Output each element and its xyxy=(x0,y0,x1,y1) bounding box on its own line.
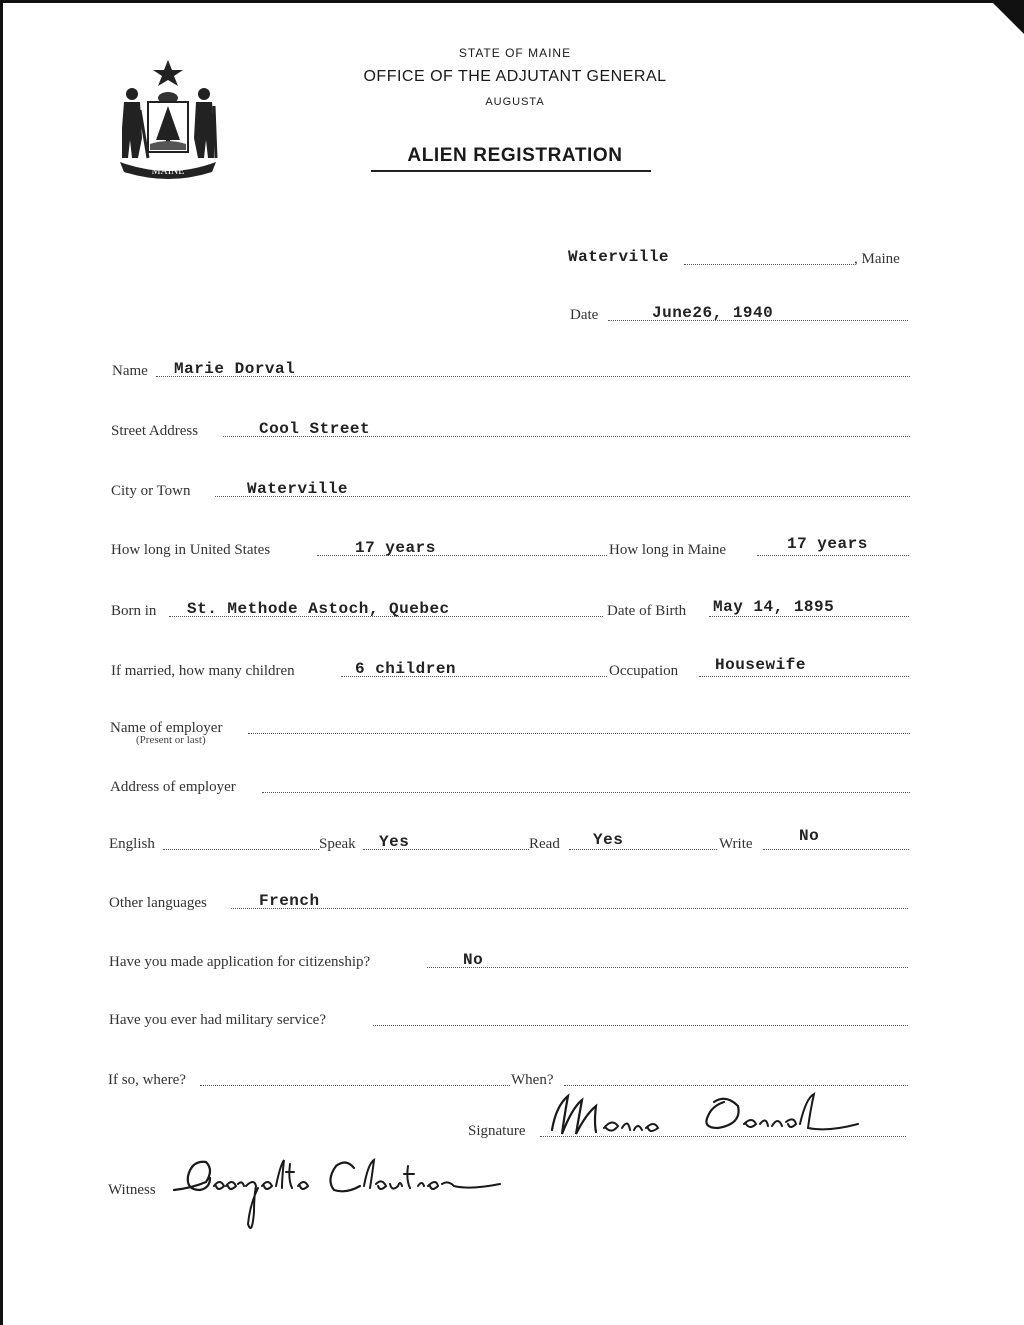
service-details-row xyxy=(108,1065,908,1089)
street-address-value: Cool Street xyxy=(259,420,371,438)
children-label: If married, how many children xyxy=(111,663,295,679)
speak-label: Speak xyxy=(319,836,356,852)
write-value: No xyxy=(799,827,820,845)
header-state: STATE OF MAINE xyxy=(458,46,572,60)
occupation-dots xyxy=(699,676,909,677)
citizenship-label: Have you made application for citizenship? xyxy=(109,954,371,970)
title-underline xyxy=(371,170,651,172)
languages-row xyxy=(109,888,908,912)
english-row xyxy=(109,829,910,853)
occupation-label: Occupation xyxy=(609,663,679,679)
read-label: Read xyxy=(529,836,560,852)
name-label: Name xyxy=(112,363,148,379)
name-row xyxy=(112,356,910,380)
city-value: Waterville xyxy=(247,480,349,498)
date-row xyxy=(570,300,910,324)
name-value: Marie Dorval xyxy=(174,360,296,378)
form-title: ALIEN REGISTRATION xyxy=(407,145,623,166)
place-dots xyxy=(684,264,854,265)
where-label: If so, where? xyxy=(108,1072,186,1088)
page-border-left xyxy=(0,0,3,1325)
svg-text:MAINE: MAINE xyxy=(151,166,185,177)
other-languages-dots xyxy=(231,908,908,909)
military-row xyxy=(109,1005,908,1029)
employer-address-label: Address of employer xyxy=(110,779,236,795)
speak-value: Yes xyxy=(379,833,410,851)
children-value: 6 children xyxy=(355,660,457,678)
write-dots xyxy=(763,849,909,850)
family-row xyxy=(111,656,910,680)
english-label: English xyxy=(109,836,155,852)
city-label: City or Town xyxy=(111,483,191,499)
military-dots xyxy=(373,1025,908,1026)
street-address-row xyxy=(111,416,910,440)
citizenship-row xyxy=(109,947,908,971)
when-dots xyxy=(564,1085,908,1086)
employer-name-label: Name of employer xyxy=(110,720,223,736)
other-languages-value: French xyxy=(259,892,320,910)
citizenship-value: No xyxy=(463,951,484,969)
employer-name-row xyxy=(110,713,910,737)
header-office: OFFICE OF THE ADJUTANT GENERAL xyxy=(363,68,667,85)
birth-row xyxy=(111,596,910,620)
signature-label: Signature xyxy=(468,1123,526,1139)
witness-label: Witness xyxy=(108,1182,156,1198)
write-label: Write xyxy=(719,836,753,852)
date-of-birth-value: May 14, 1895 xyxy=(713,598,835,616)
employer-name-dots xyxy=(248,733,910,734)
date-value: June26, 1940 xyxy=(652,304,774,322)
read-dots xyxy=(569,849,717,850)
date-of-birth-label: Date of Birth xyxy=(607,603,687,619)
how-long-us-label: How long in United States xyxy=(111,542,271,558)
signature-handwriting xyxy=(538,1088,888,1144)
how-long-maine-dots xyxy=(757,555,909,556)
employer-name-sublabel: (Present or last) xyxy=(136,734,206,746)
date-label: Date xyxy=(570,307,599,323)
place-value: Waterville xyxy=(568,248,670,266)
military-label: Have you ever had military service? xyxy=(109,1012,326,1028)
citizenship-dots xyxy=(427,967,908,968)
other-languages-label: Other languages xyxy=(109,895,207,911)
born-in-value: St. Methode Astoch, Quebec xyxy=(187,600,450,618)
header-city: AUGUSTA xyxy=(485,96,545,108)
folded-corner xyxy=(990,0,1024,34)
city-row xyxy=(111,476,910,500)
where-dots xyxy=(200,1085,510,1086)
employer-address-dots xyxy=(262,792,910,793)
born-in-label: Born in xyxy=(111,603,157,619)
read-value: Yes xyxy=(593,831,624,849)
english-dots xyxy=(163,849,319,850)
how-long-maine-label: How long in Maine xyxy=(609,542,727,558)
street-address-label: Street Address xyxy=(111,423,199,439)
employer-address-row xyxy=(110,772,910,796)
page-border-top xyxy=(0,0,1024,3)
how-long-us-value: 17 years xyxy=(355,539,436,557)
how-long-maine-value: 17 years xyxy=(787,535,868,553)
place-suffix: , Maine xyxy=(854,251,900,267)
witness-handwriting xyxy=(170,1152,516,1238)
when-label: When? xyxy=(511,1072,554,1088)
date-of-birth-dots xyxy=(709,616,909,617)
place-row xyxy=(566,244,916,268)
occupation-value: Housewife xyxy=(715,656,806,674)
residence-row xyxy=(111,535,910,559)
